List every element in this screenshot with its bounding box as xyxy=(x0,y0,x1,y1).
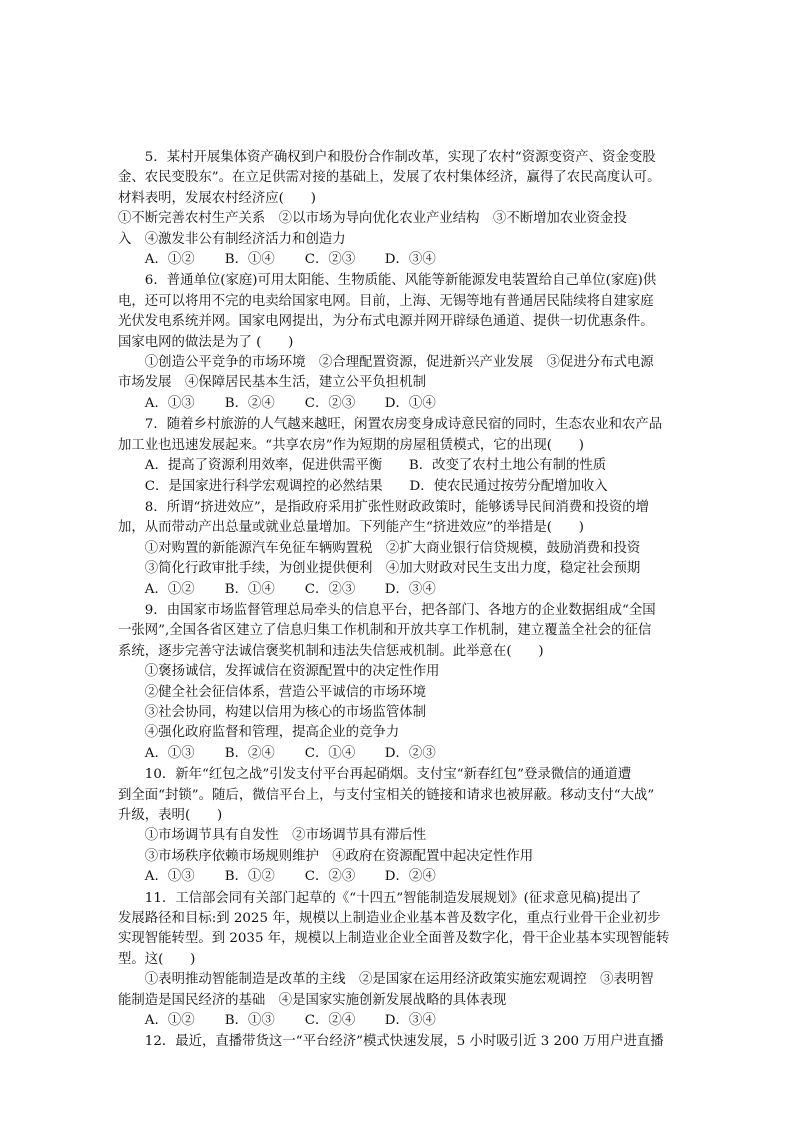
question-7 xyxy=(118,415,678,497)
question-stem-line: 型。这( ) xyxy=(118,951,196,967)
statement-line: ③市场秩序依赖市场规则维护 ④政府在资源配置中起决定性作用 xyxy=(144,848,534,864)
question-8 xyxy=(118,498,678,600)
answer-option[interactable]: B．①④ xyxy=(224,252,275,268)
answer-option[interactable]: D．②④ xyxy=(384,869,436,885)
answer-option[interactable]: B．①② xyxy=(224,869,275,885)
answer-option[interactable]: C．②③ xyxy=(304,395,356,411)
answer-options xyxy=(118,1011,678,1031)
answer-options xyxy=(118,867,678,887)
question-stem-line: 12．最近，直播带货这一“平台经济”模式快速发展，5 小时吸引近 3 200 万用户进直播 xyxy=(144,1034,664,1050)
question-stem-line: 发展路径和目标:到 2025 年，规模以上制造业企业基本普及数字化，重点行业骨干企业初步 xyxy=(118,911,661,927)
answer-option[interactable]: D．①④ xyxy=(384,395,436,411)
answer-options xyxy=(118,394,678,414)
answer-options xyxy=(118,250,678,270)
answer-option[interactable]: D．②③ xyxy=(384,745,436,761)
question-stem-line: 国家电网的做法是为了 ( ) xyxy=(118,334,294,350)
question-9 xyxy=(118,601,678,764)
statement-line: ①不断完善农村生产关系 ②以市场为导向优化农业产业结构 ③不断增加农业资金投 xyxy=(118,211,627,227)
question-10 xyxy=(118,765,678,887)
answer-option[interactable]: B．①③ xyxy=(224,1013,275,1029)
statement-line: ①褒扬诚信，发挥诚信在资源配置中的决定性作用 xyxy=(144,664,440,680)
question-stem-line: 9．由国家市场监督管理总局牵头的信息平台，把各部门、各地方的企业数据组成“全国 xyxy=(144,602,656,618)
question-stem-line: 加工业也迅速发展起来。“共享农房”作为短期的房屋租赁模式，它的出现( ) xyxy=(118,437,585,453)
question-stem-line: 升级，表明( ) xyxy=(118,808,223,823)
answer-option[interactable]: C．①④ xyxy=(304,745,356,761)
question-stem-line: 加，从而带动产出总量或就业总量增加。下列能产生“挤进效应”的举措是( ) xyxy=(118,520,585,536)
question-stem-line: 6．普通单位(家庭)可用太阳能、生物质能、风能等新能源发电装置给自己单位(家庭)供 xyxy=(144,273,657,289)
answer-option[interactable]: D．③④ xyxy=(384,581,436,597)
question-stem-line: 7．随着乡村旅游的人气越来越旺，闲置农房变身成诗意民宿的同时，生态农业和农产品 xyxy=(144,417,663,433)
answer-choice-line[interactable]: A．提高了资源利用效率，促进供需平衡 B．改变了农村土地公有制的性质 xyxy=(144,458,607,474)
answer-option[interactable]: A．①③ xyxy=(144,869,195,885)
answer-option[interactable]: A．①② xyxy=(144,1013,195,1029)
statement-line: ③社会协同，构建以信用为核心的市场监管体制 xyxy=(144,704,426,720)
question-stem-line: 电，还可以将用不完的电卖给国家电网。目前，上海、无锡等地有普通居民陆续将自建家庭 xyxy=(118,293,654,309)
answer-option[interactable]: D．③④ xyxy=(384,252,436,268)
answer-option[interactable]: B．①④ xyxy=(224,581,275,597)
statement-line: 入 ④激发非公有制经济活力和创造力 xyxy=(118,231,346,247)
statement-line: ①表明推动智能制造是改革的主线 ②是国家在运用经济政策实施宏观调控 ③表明智 xyxy=(144,972,654,988)
question-11 xyxy=(118,889,678,1032)
statement-line: ④强化政府监督和管理，提高企业的竞争力 xyxy=(144,725,400,741)
answer-option[interactable]: A．①② xyxy=(144,252,195,268)
question-stem-line: 系统，逐步完善守法诚信褒奖机制和违法失信惩戒机制。此举意在( ) xyxy=(118,643,544,659)
answer-option[interactable]: B．②④ xyxy=(224,395,275,411)
statement-line: 能制造是国民经济的基础 ④是国家实施创新发展战略的具体表现 xyxy=(118,992,507,1008)
question-stem-line: 5．某村开展集体资产确权到户和股份合作制改革，实现了农村“资源变资产、资金变股 xyxy=(144,150,656,165)
statement-line: ①市场调节具有自发性 ②市场调节具有滞后性 xyxy=(144,828,426,844)
question-5 xyxy=(118,148,678,270)
answer-option[interactable]: A．①③ xyxy=(144,745,195,761)
answer-option[interactable]: C．②④ xyxy=(304,1013,356,1029)
question-stem-line: 金、农民变股东”。在立足供需对接的基础上，发展了农村集体经济，赢得了农民高度认可。 xyxy=(118,170,661,186)
statement-line: ①创造公平竞争的市场环境 ②合理配置资源，促进新兴产业发展 ③促进分布式电源 xyxy=(144,355,654,371)
question-stem-line: 实现智能转型。到 2035 年，规模以上制造业企业全面普及数字化，骨干企业基本实现智能转 xyxy=(118,931,670,947)
question-stem-line: 8．所谓“挤进效应”，是指政府采用扩张性财政政策时，能够诱导民间消费和投资的增 xyxy=(144,499,650,515)
statement-line: ②健全社会征信体系，营造公平诚信的市场环境 xyxy=(144,684,426,700)
question-stem-line: 到全面“封锁”。随后，微信平台上，与支付宝相关的链接和请求也被屏蔽。移动支付“大战” xyxy=(118,787,655,803)
answer-option[interactable]: C．②③ xyxy=(304,581,356,597)
question-stem-line: 材料表明，发展农村经济应( ) xyxy=(118,190,316,206)
statement-line: ①对购置的新能源汽车免征车辆购置税 ②扩大商业银行信贷规模，鼓励消费和投资 xyxy=(144,540,641,556)
statement-line: ③简化行政审批手续，为创业提供便利 ④加大财政对民生支出力度，稳定社会预期 xyxy=(144,561,641,577)
answer-option[interactable]: D．③④ xyxy=(384,1013,436,1029)
question-stem-line: 一张网”,全国各省区建立了信息归集工作机制和开放共享工作机制，建立覆盖全社会的征信 xyxy=(118,623,652,639)
answer-option[interactable]: B．②④ xyxy=(224,745,275,761)
question-12 xyxy=(118,1032,678,1052)
question-list xyxy=(118,148,678,1054)
answer-option[interactable]: A．①③ xyxy=(144,395,195,411)
answer-option[interactable]: A．①② xyxy=(144,581,195,597)
answer-options xyxy=(118,744,678,764)
answer-options xyxy=(118,580,678,600)
question-stem-line: 10．新年“红包之战”引发支付平台再起硝烟。支付宝“新春红包”登录微信的通道遭 xyxy=(144,767,632,783)
question-stem-line: 11．工信部会同有关部门起草的《“十四五”智能制造发展规划》(征求意见稿)提出了 xyxy=(144,890,642,906)
answer-option[interactable]: C．②③ xyxy=(304,869,356,885)
answer-option[interactable]: C．②③ xyxy=(304,252,356,268)
question-6 xyxy=(118,271,678,414)
question-stem-line: 光伏发电系统并网。国家电网提出，为分布式电源并网开辟绿色通道、提供一切优惠条件。 xyxy=(118,314,654,330)
answer-choice-line[interactable]: C．是国家进行科学宏观调控的必然结果 D．使农民通过按劳分配增加收入 xyxy=(144,478,608,494)
statement-line: 市场发展 ④保障居民基本生活，建立公平负担机制 xyxy=(118,375,426,391)
